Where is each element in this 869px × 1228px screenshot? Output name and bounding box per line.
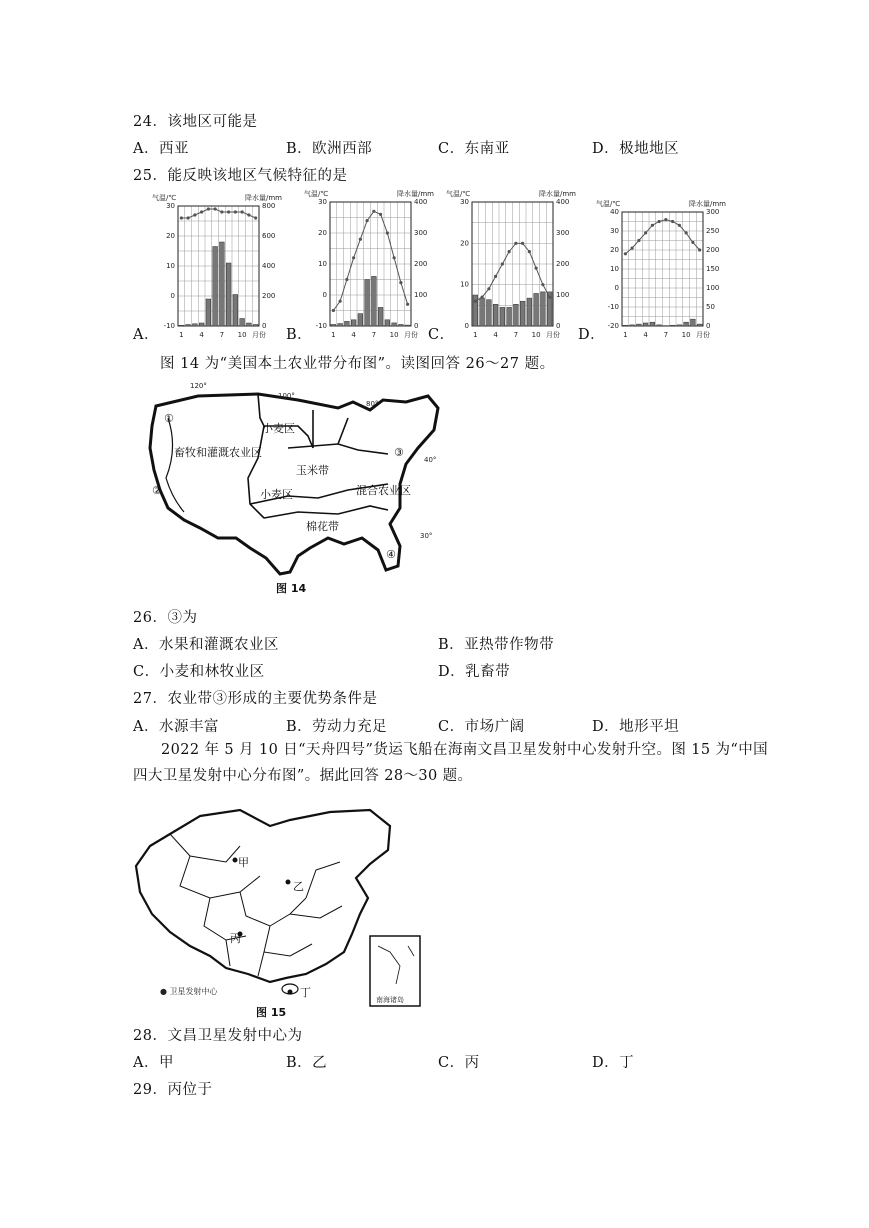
temp-point: [207, 207, 210, 210]
q26-option-a: A．水果和灌溉农业区: [133, 637, 279, 653]
temp-tick: 0: [614, 284, 619, 292]
temp-point: [332, 309, 335, 312]
temp-point: [474, 300, 477, 303]
month-tick: 7: [371, 331, 377, 339]
lon-80: 80°: [366, 400, 379, 408]
climate-chart-c: [444, 186, 579, 340]
precip-bar: [358, 314, 363, 326]
temp-point: [220, 210, 223, 213]
precip-bar: [378, 307, 383, 326]
precip-bar: [365, 280, 370, 327]
q25-option-a-letter: A．: [133, 327, 159, 343]
temp-tick: -10: [163, 322, 175, 330]
q28-option-d: D．丁: [592, 1055, 635, 1071]
q27-option-c: C．市场广阔: [438, 719, 525, 735]
temp-point: [393, 256, 396, 259]
temp-tick: 40: [610, 208, 619, 216]
temp-point: [691, 241, 694, 244]
precip-bar: [520, 301, 525, 326]
temp-point: [386, 231, 389, 234]
q24-option-a: A．西亚: [133, 141, 189, 157]
temp-tick: -10: [607, 303, 619, 311]
climate-chart-a: [150, 190, 285, 340]
china-launch-sites-map: [130, 806, 430, 1020]
temp-point: [521, 242, 524, 245]
temp-point: [241, 210, 244, 213]
precip-bar: [691, 319, 696, 326]
month-tick: 4: [351, 331, 356, 339]
precip-bar: [527, 298, 532, 326]
q28-option-c: C．丙: [438, 1055, 480, 1071]
marker-4: ④: [386, 548, 396, 561]
region-corn-belt: 玉米带: [296, 464, 329, 477]
precip-bar: [247, 323, 252, 326]
temp-point: [541, 283, 544, 286]
precip-tick: 400: [414, 198, 428, 206]
precip-axis-label: 降水量/mm: [539, 190, 576, 198]
precip-tick: 300: [556, 229, 570, 237]
temp-point: [535, 267, 538, 270]
precip-bar: [345, 321, 350, 326]
temp-tick: 20: [318, 229, 327, 237]
precip-tick: 50: [706, 303, 715, 311]
temp-axis-label: 气温/℃: [304, 190, 329, 198]
precip-tick: 600: [262, 232, 276, 240]
q24-stem: 24．该地区可能是: [133, 114, 258, 130]
q29-stem: 29．丙位于: [133, 1082, 213, 1098]
precip-bar: [213, 247, 218, 327]
temp-point: [345, 278, 348, 281]
temp-point: [528, 250, 531, 253]
temp-point: [180, 216, 183, 219]
temp-point: [494, 275, 497, 278]
precip-bar: [253, 325, 258, 327]
precip-bar: [331, 324, 336, 326]
month-tick: 10: [237, 331, 247, 339]
precip-tick: 0: [706, 322, 711, 330]
climate-chart-d: [594, 196, 729, 340]
marker-1: ①: [164, 412, 174, 425]
precip-bar: [405, 325, 410, 326]
temp-tick: 10: [460, 280, 469, 289]
temp-point: [508, 250, 511, 253]
temp-point: [664, 218, 667, 221]
temp-tick: 20: [460, 239, 469, 248]
inset-label: 南海诸岛: [376, 996, 404, 1004]
precip-tick: 200: [262, 292, 276, 300]
precip-bar: [657, 325, 662, 326]
lat-30: 30°: [420, 532, 433, 540]
temp-point: [481, 295, 484, 298]
precip-tick: 100: [556, 291, 570, 299]
passage: 2022 年 5 月 10 日“天舟四号”货运飞船在海南文昌卫星发射中心发射升空。图 15 为“中国四大卫星发射中心分布图”。据此回答 28～30 题。: [133, 742, 769, 784]
temp-tick: 20: [610, 246, 619, 254]
precip-bar: [233, 295, 238, 327]
q26-option-d: D．乳畜带: [438, 664, 511, 680]
temp-tick: 30: [610, 227, 619, 235]
temp-axis-label: 气温/℃: [596, 200, 621, 208]
marker-2: ②: [152, 484, 162, 497]
q27-option-b: B．劳动力充足: [286, 719, 388, 735]
site-ding: 丁: [300, 986, 311, 999]
temp-point: [339, 300, 342, 303]
temp-point: [658, 220, 661, 223]
temp-tick: -20: [607, 322, 619, 330]
month-tick: 7: [663, 331, 669, 339]
temp-point: [352, 256, 355, 259]
temp-point: [501, 262, 504, 265]
temp-point: [644, 231, 647, 234]
precip-bar: [193, 324, 198, 326]
month-tick: 7: [219, 331, 225, 339]
temp-point: [366, 219, 369, 222]
fig15-caption: 图 15: [256, 1006, 287, 1019]
temp-point: [548, 295, 551, 298]
q28-option-a: A．甲: [133, 1055, 174, 1071]
q24-option-b: B．欧洲西部: [286, 141, 373, 157]
month-tick: 10: [389, 331, 399, 339]
precip-bar: [351, 320, 356, 326]
fig14-intro: 图 14 为“美国本土农业带分布图”。读图回答 26～27 题。: [160, 356, 555, 372]
temp-point: [399, 281, 402, 284]
q24-option-d: D．极地地区: [592, 141, 680, 157]
us-agriculture-map: [138, 378, 443, 598]
precip-bar: [650, 322, 655, 326]
precip-tick: 250: [706, 227, 720, 235]
temp-tick: 0: [322, 291, 327, 299]
precip-axis-label: 降水量/mm: [245, 194, 282, 202]
lon-120: 120°: [190, 382, 207, 390]
precip-tick: 800: [262, 202, 276, 210]
q25-stem: 25．能反映该地区气候特征的是: [133, 168, 348, 184]
temp-point: [671, 220, 674, 223]
precip-bar: [670, 325, 675, 326]
precip-bar: [643, 323, 648, 326]
lon-100: 100°: [278, 392, 295, 400]
lat-40: 40°: [424, 456, 437, 464]
month-tick: 月份: [252, 331, 266, 339]
temp-tick: 30: [318, 198, 327, 206]
precip-bar: [385, 320, 390, 326]
month-tick: 4: [643, 331, 648, 339]
q25-option-c-letter: C．: [428, 327, 455, 343]
temp-axis-label: 气温/℃: [152, 194, 177, 202]
temp-point: [214, 207, 217, 210]
region-wheat-south: 小麦区: [260, 488, 293, 501]
precip-bar: [697, 324, 702, 326]
temp-point: [698, 248, 701, 251]
temp-point: [624, 252, 627, 255]
precip-bar: [630, 325, 635, 326]
temp-tick: 10: [610, 265, 619, 273]
temp-point: [359, 238, 362, 241]
marker-3: ③: [394, 446, 404, 459]
temp-point: [379, 213, 382, 216]
precip-tick: 200: [414, 260, 428, 268]
q27-option-d: D．地形平坦: [592, 719, 680, 735]
precip-bar: [206, 299, 211, 326]
q24-option-c: C．东南亚: [438, 141, 510, 157]
month-tick: 1: [473, 331, 478, 339]
month-tick: 月份: [696, 331, 710, 339]
temp-point: [372, 210, 375, 213]
precip-bar: [534, 293, 539, 326]
precip-bar: [541, 292, 546, 326]
precip-tick: 0: [262, 322, 267, 330]
temp-point: [227, 210, 230, 213]
precip-axis-label: 降水量/mm: [397, 190, 434, 198]
precip-tick: 150: [706, 265, 720, 273]
precip-bar: [507, 307, 512, 326]
region-mixed: 混合农业区: [356, 484, 411, 497]
region-wheat-north: 小麦区: [262, 422, 295, 435]
site-bing: 丙: [230, 932, 241, 945]
precip-tick: 400: [262, 262, 276, 270]
precip-tick: 400: [556, 198, 570, 206]
precip-bar: [623, 325, 628, 326]
precip-tick: 0: [556, 322, 561, 330]
temp-tick: -10: [315, 322, 327, 330]
precip-tick: 100: [414, 291, 428, 299]
region-cotton: 棉花带: [306, 520, 339, 533]
q26-option-b: B．亚热带作物带: [438, 637, 555, 653]
month-tick: 1: [623, 331, 628, 339]
q27-option-a: A．水源丰富: [133, 719, 219, 735]
precip-tick: 0: [414, 322, 419, 330]
temp-point: [193, 213, 196, 216]
temp-tick: 30: [166, 202, 175, 210]
temp-point: [247, 213, 250, 216]
month-tick: 10: [531, 331, 541, 339]
temp-point: [631, 247, 634, 250]
month-tick: 7: [513, 331, 519, 339]
precip-axis-label: 降水量/mm: [689, 200, 726, 208]
q27-stem: 27．农业带③形成的主要优势条件是: [133, 691, 378, 707]
q26-option-c: C．小麦和林牧业区: [133, 664, 265, 680]
temp-point: [637, 239, 640, 242]
site-yi: 乙: [293, 880, 304, 893]
temp-point: [685, 231, 688, 234]
precip-tick: 300: [706, 208, 720, 216]
precip-bar: [684, 322, 689, 326]
month-tick: 1: [179, 331, 184, 339]
q25-option-d-letter: D．: [578, 327, 606, 343]
precip-bar: [493, 304, 498, 326]
precip-tick: 100: [706, 284, 720, 292]
q28-stem: 28．文昌卫星发射中心为: [133, 1028, 303, 1044]
precip-bar: [179, 325, 184, 326]
climate-chart-b: [302, 186, 437, 340]
month-tick: 4: [199, 331, 204, 339]
precip-bar: [372, 276, 377, 326]
temp-tick: 10: [166, 262, 175, 270]
region-ranching: 畜牧和灌溉农业区: [174, 446, 262, 459]
precip-bar: [514, 304, 519, 326]
precip-bar: [226, 263, 231, 326]
legend: ● 卫星发射中心: [160, 987, 218, 996]
month-tick: 月份: [546, 331, 560, 339]
temp-axis-label: 气温/℃: [446, 190, 471, 198]
temp-point: [651, 224, 654, 227]
precip-bar: [240, 319, 245, 327]
temp-point: [487, 287, 490, 290]
q25-option-b-letter: B．: [286, 327, 313, 343]
temp-point: [678, 224, 681, 227]
temp-point: [187, 216, 190, 219]
precip-bar: [186, 325, 191, 327]
precip-tick: 200: [556, 260, 570, 268]
precip-bar: [338, 324, 343, 326]
precip-bar: [677, 325, 682, 326]
precip-bar: [487, 300, 492, 326]
temp-point: [234, 210, 237, 213]
precip-bar: [399, 324, 404, 326]
temp-point: [406, 303, 409, 306]
temp-tick: 30: [460, 198, 469, 206]
temp-tick: 0: [464, 322, 469, 330]
temp-point: [514, 242, 517, 245]
precip-tick: 300: [414, 229, 428, 237]
precip-tick: 200: [706, 246, 720, 254]
q26-stem: 26．③为: [133, 610, 198, 626]
temp-tick: 0: [170, 292, 175, 300]
temp-point: [200, 210, 203, 213]
precip-bar: [220, 242, 225, 326]
precip-bar: [392, 323, 397, 326]
precip-bar: [637, 324, 642, 326]
month-tick: 4: [493, 331, 498, 339]
precip-bar: [480, 298, 485, 326]
temp-tick: 20: [166, 232, 175, 240]
month-tick: 1: [331, 331, 336, 339]
month-tick: 10: [681, 331, 691, 339]
fig14-caption: 图 14: [276, 582, 307, 595]
month-tick: 月份: [404, 331, 418, 339]
temp-tick: 10: [318, 260, 327, 268]
q28-option-b: B．乙: [286, 1055, 328, 1071]
precip-bar: [199, 323, 204, 326]
temp-point: [254, 216, 257, 219]
precip-bar: [500, 307, 505, 326]
site-jia: 甲: [238, 856, 249, 869]
